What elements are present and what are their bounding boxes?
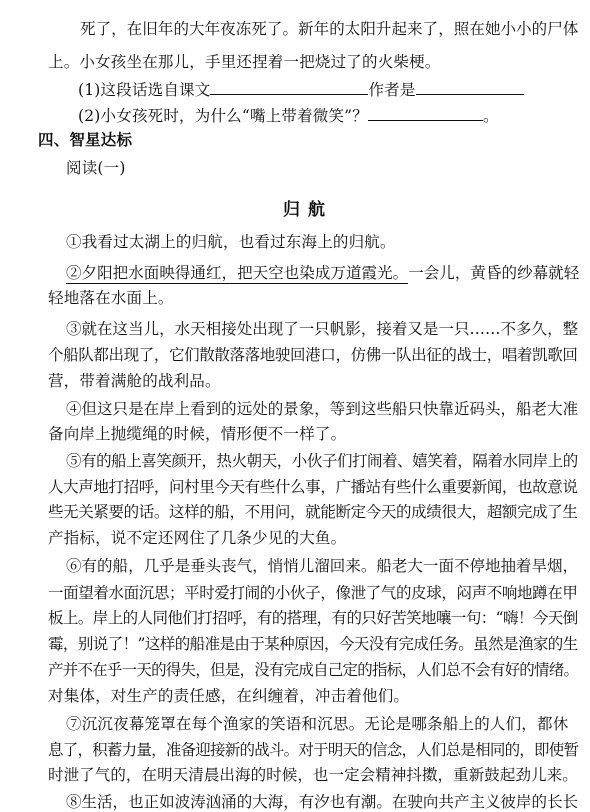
paragraph-7-line-3: 时泄了气的，在明天清晨出海的时候，也一定会精神抖擞，重新鼓起劲儿来。 [48,766,578,784]
question-1-author-label: 作者是 [368,81,416,99]
paragraph-7-line-1: ⑦沉沉夜幕笼罩在每个渔家的笑语和沉思。无论是哪条船上的人们，都休 [66,715,569,733]
paragraph-3-line-3: 营，带着满舱的战利品。 [48,372,221,390]
paragraph-1: ①我看过太湖上的归航，也看过东海上的归航。 [66,233,396,251]
paragraph-6-line-5: 产并不在乎一天的得失，但是，没有完成自己定的指标，人们总不会有好的情绪。 [48,661,579,679]
question-2-end: 。 [483,107,499,125]
paragraph-4-line-1: ④但这只是在岸上看到的远处的景象，等到这些船只快靠近码头，船老大准 [66,400,579,418]
q2-answer-blank[interactable] [368,105,483,121]
paragraph-6-line-2: 一面望着水面沉思；平时爱打闹的小伙子，像泄了气的皮球，闷声不响地蹲在甲 [48,584,578,602]
paragraph-5-line-2: 人大声地打招呼，问村里今天有些什么事，广播站有些什么重要新闻，也故意说 [48,478,578,496]
paragraph-8-line-1: ⑧生活，也正如波涛汹涌的大海，有汐也有潮。在驶向共产主义彼岸的长长 [66,793,579,811]
paragraph-5-line-3: 些无关紧要的话。这样的船，不用问，就能断定今天的成绩很大，超额完成了生 [48,503,578,521]
intro-line-1: 死了，在旧年的大年夜冻死了。新年的太阳升起来了，照在她小小的尸体 [80,20,579,38]
q1-title-blank[interactable] [210,79,368,95]
question-2 [78,105,499,126]
essay-title: 归航 [283,200,333,220]
paragraph-2-line-1 [66,263,579,283]
paragraph-4-line-2: 备向岸上抛缆绳的时候，情形便不一样了。 [48,425,347,443]
question-2-label: (2)小女孩死时，为什么“嘴上带着微笑”？ [78,107,369,125]
question-1 [78,79,524,100]
paragraph-6-line-1: ⑥有的船，几乎是垂头丧气，悄悄儿溜回来。船老大一面不停地抽着旱烟， [66,557,579,575]
underlined-sentence: ②夕阳把水面映得通红，把天空也染成万道霞光。 [66,264,409,282]
intro-line-2: 上。小女孩坐在那儿，手里还捏着一把烧过了的火柴梗。 [48,53,441,71]
paragraph-6-line-6: 对集体，对生产的责任感，在纠缠着，冲击着他们。 [48,687,410,705]
section-subheading: 阅读(一) [66,159,126,177]
paragraph-2-line-2: 轻地落在水面上。 [48,289,174,307]
paragraph-7-line-2: 息了，积蓄力量，准备迎接新的战斗。对于明天的信念，人们总是相同的，即使暂 [48,741,579,759]
paragraph-3-line-2: 个船队都出现了，它们散散落落地驶回港口，仿佛一队出征的战士，唱着凯歌回 [48,346,578,364]
paragraph-5-line-4: 产指标，说不定还网住了几条少见的大鱼。 [48,529,347,547]
paragraph-6-line-4: 霉，别说了！”这样的船准是由于某种原因，今天没有完成任务。虽然是渔家的生 [48,635,578,653]
question-1-label: (1)这段话选自课文 [78,81,211,99]
section-heading: 四、智星达标 [38,130,133,149]
paragraph-3-line-1: ③就在这当儿，水天相接处出现了一只帆影，接着又是一只……不多久，整 [66,320,579,338]
paragraph-2-rest: 一会儿，黄昏的纱幕就轻 [408,264,580,282]
paragraph-6-line-3: 板上。岸上的人同他们打招呼，有的搭理，有的只好苦笑地嚷一句：“嗨！今天倒 [48,609,578,627]
q1-author-blank[interactable] [416,79,524,95]
paragraph-5-line-1: ⑤有的船上喜笑颜开，热火朝天，小伙子们打闹着、嬉笑着，隔着水同岸上的 [66,452,578,470]
